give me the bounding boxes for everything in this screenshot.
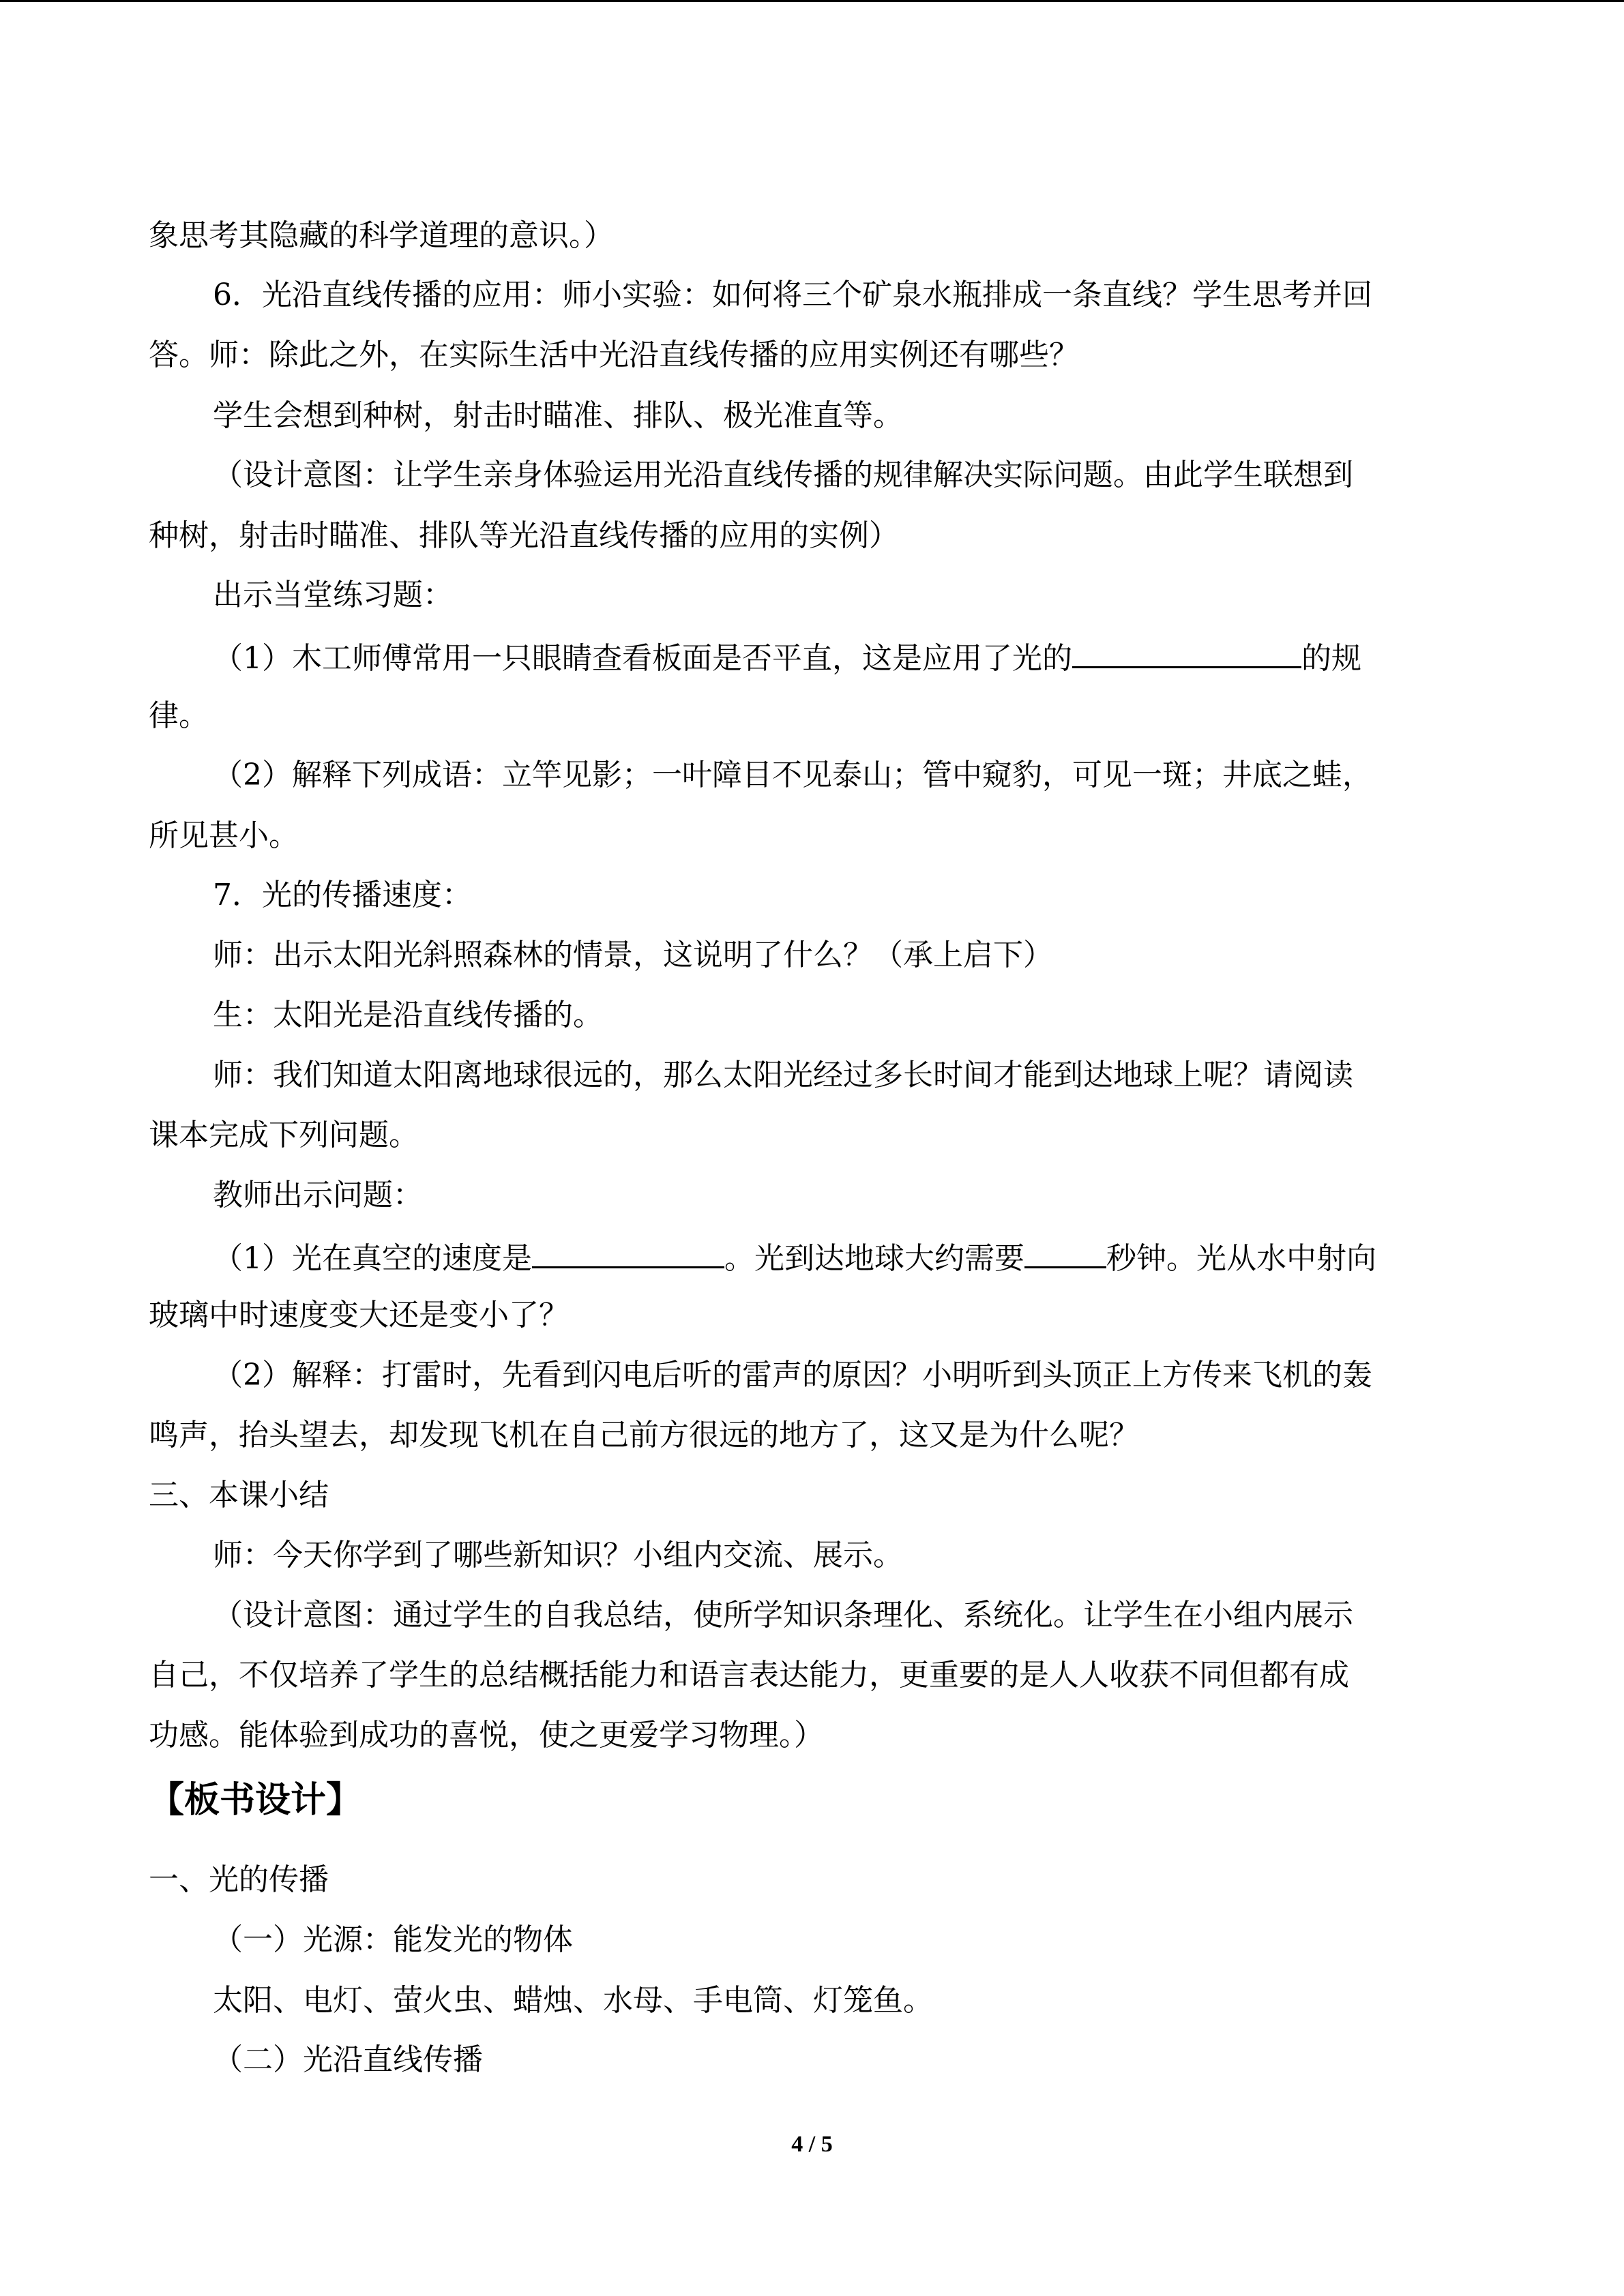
paragraph-line: 6．光沿直线传播的应用：师小实验：如何将三个矿泉水瓶排成一条直线？学生思考并回 [213, 278, 1372, 312]
exercise-line [213, 1235, 1376, 1279]
exercise-text: 的规 [1301, 641, 1361, 676]
paragraph-line: 玻璃中时速度变大还是变小了？ [149, 1298, 569, 1332]
paragraph-line: 出示当堂练习题： [213, 578, 453, 612]
board-design-heading: 【板书设计】 [149, 1779, 362, 1821]
answer-blank [1024, 1235, 1106, 1268]
exercise-line [213, 635, 1361, 679]
section-title: 三、本课小结 [149, 1478, 329, 1512]
paragraph-line: （2）解释：打雷时，先看到闪电后听的雷声的原因？小明听到头顶正上方传来飞机的轰 [213, 1358, 1372, 1392]
paragraph-line: 鸣声，抬头望去，却发现飞机在自己前方很远的地方了，这又是为什么呢？ [149, 1418, 1139, 1452]
answer-blank [532, 1235, 724, 1268]
exercise-text: （1）木工师傅常用一只眼睛查看板面是否平直，这是应用了光的 [213, 641, 1072, 676]
paragraph-line: 答。师：除此之外，在实际生活中光沿直线传播的应用实例还有哪些？ [149, 338, 1079, 372]
paragraph-line: 师：出示太阳光斜照森林的情景，这说明了什么？（承上启下） [213, 938, 1053, 972]
paragraph-line: 师：今天你学到了哪些新知识？小组内交流、展示。 [213, 1538, 903, 1572]
paragraph-line: 师：我们知道太阳离地球很远的，那么太阳光经过多长时间才能到达地球上呢？请阅读 [213, 1058, 1353, 1092]
paragraph-line: 功感。能体验到成功的喜悦，使之更爱学习物理。） [149, 1718, 824, 1753]
outline-item: 太阳、电灯、萤火虫、蜡烛、水母、手电筒、灯笼鱼。 [213, 1983, 933, 2018]
exercise-text: 秒钟。光从水中射向 [1106, 1241, 1376, 1276]
paragraph-line: 律。 [149, 698, 209, 733]
paragraph-line: 课本完成下列问题。 [149, 1118, 419, 1152]
outline-item: （一）光源：能发光的物体 [213, 1922, 573, 1957]
paragraph-line: 学生会想到种树，射击时瞄准、排队、极光准直等。 [213, 398, 903, 433]
answer-blank [1072, 635, 1301, 668]
paragraph-line: （设计意图：让学生亲身体验运用光沿直线传播的规律解决实际问题。由此学生联想到 [213, 458, 1353, 492]
paragraph-line: 生：太阳光是沿直线传播的。 [213, 998, 603, 1032]
paragraph-line: 教师出示问题： [213, 1178, 423, 1212]
outline-item: 一、光的传播 [149, 1862, 329, 1897]
paragraph-line: 所见甚小。 [149, 818, 299, 853]
exercise-text: （1）光在真空的速度是 [213, 1241, 532, 1276]
paragraph-line: 自己，不仅培养了学生的总结概括能力和语言表达能力，更重要的是人人收获不同但都有成 [149, 1658, 1349, 1693]
paragraph-line: 种树，射击时瞄准、排队等光沿直线传播的应用的实例） [149, 518, 899, 553]
paragraph-line: （2）解释下列成语：立竿见影；一叶障目不见泰山；管中窥豹，可见一斑；井底之蛙， [213, 758, 1372, 792]
paragraph-line: 7．光的传播速度： [213, 878, 472, 912]
paragraph-line: 象思考其隐藏的科学道理的意识。） [149, 218, 614, 253]
paragraph-line: （设计意图：通过学生的自我总结，使所学知识条理化、系统化。让学生在小组内展示 [213, 1598, 1353, 1632]
page-number: 4 / 5 [791, 2132, 833, 2157]
outline-item: （二）光沿直线传播 [213, 2042, 483, 2077]
exercise-text: 。光到达地球大约需要 [724, 1241, 1024, 1276]
